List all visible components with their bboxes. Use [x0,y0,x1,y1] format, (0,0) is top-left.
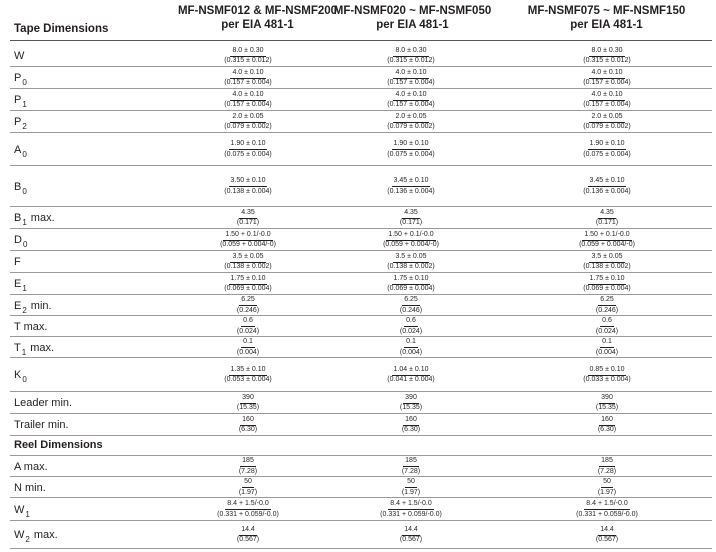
metric-value: 0.1 [600,338,614,348]
row-label-name: Trailer min. [14,419,69,431]
metric-value: 3.5 ± 0.05 [589,253,624,263]
value-cell [552,91,662,110]
row-label-name: E [14,299,22,312]
imperial-value: (0.331 + 0.059/-0.0) [380,510,442,518]
imperial-value: (0.138 ± 0.004) [224,187,272,195]
imperial-value: (0.315 ± 0.012) [583,57,631,64]
value-cell [193,140,303,159]
row-label-name: P [14,72,22,84]
metric-value: 160 [403,416,419,426]
imperial-value: (0.138 ± 0.002) [583,263,631,270]
value-cell [356,296,466,315]
row-divider [10,476,712,477]
column-header-2-line2: per EIA 481-1 [376,19,449,31]
imperial-value: (0.024) [236,327,260,335]
value-cell [552,526,662,545]
imperial-value: (0.157 ± 0.004) [224,79,272,86]
value-cell [552,338,662,357]
row-label [14,528,58,543]
value-cell [193,500,303,519]
metric-value: 4.0 ± 0.10 [393,69,428,79]
value-cell [193,69,303,88]
row-divider [10,228,712,229]
metric-value: 4.35 [598,209,616,219]
imperial-value: (0.004) [236,348,260,356]
row-label-name: E [14,278,22,290]
value-cell [193,253,303,272]
imperial-value: (0.069 ± 0.004) [583,285,631,292]
row-divider [10,272,712,273]
value-cell [193,177,303,196]
metric-value: 14.4 [598,526,616,536]
row-label [14,93,27,108]
value-cell [356,140,466,159]
row-label-name: T [14,341,21,354]
imperial-value: (0.136 ± 0.004) [583,187,631,195]
row-label [14,320,47,334]
value-cell [356,209,466,228]
row-label-name: P [14,116,22,128]
metric-value: 14.4 [239,526,257,536]
imperial-value: (0.059 + 0.004/-0) [579,241,635,248]
value-cell [193,338,303,357]
metric-value: 3.5 ± 0.05 [230,253,265,263]
column-header-1-line2: per EIA 481-1 [221,19,294,31]
imperial-value: (0.246) [399,306,423,314]
metric-value: 0.1 [241,338,255,348]
value-cell [193,209,303,228]
value-cell [356,478,466,497]
row-label [14,396,72,410]
metric-value: 1.50 + 0.1/-0.0 [223,231,272,241]
row-divider [10,132,712,133]
metric-value: 6.25 [402,296,420,306]
row-label-name: N min. [14,481,46,494]
metric-value: 6.25 [598,296,616,306]
value-cell [356,394,466,413]
row-label-subscript: 2 [25,535,30,544]
value-cell [356,47,466,66]
value-cell [356,500,466,519]
imperial-value: (0.157 ± 0.004) [224,101,272,108]
column-header-2 [325,4,500,44]
column-header-1 [170,4,345,44]
value-cell [356,275,466,294]
row-label-subscript: 2 [22,122,27,131]
imperial-value: (0.246) [595,306,619,314]
row-label-name: W [14,529,25,541]
metric-value: 8.4 + 1.5/-0.0 [584,500,629,510]
value-cell [356,457,466,476]
row-divider [10,110,712,111]
metric-value: 4.35 [239,209,257,219]
imperial-value: (0.138 ± 0.002) [387,263,435,270]
imperial-value: (0.171) [399,219,423,226]
row-label-name: W [14,50,25,62]
imperial-value: (0.075 ± 0.004) [583,150,631,158]
row-label-subscript: 1 [21,347,27,357]
value-cell [552,69,662,88]
value-cell [193,457,303,476]
value-cell [552,500,662,519]
row-label-name: P [14,94,22,106]
imperial-value: (0.024) [399,327,423,335]
imperial-value: (15.35) [595,404,619,411]
metric-value: 8.0 ± 0.30 [589,47,624,57]
row-label-name: B [14,212,22,224]
row-label-subscript: 1 [22,218,27,227]
metric-value: 6.25 [239,296,257,306]
metric-value: 185 [240,457,256,467]
value-cell [356,416,466,435]
imperial-value: (0.004) [595,348,619,356]
imperial-value: (0.069 ± 0.004) [387,285,435,292]
value-cell [193,275,303,294]
value-cell [552,416,662,435]
section-title-reel-dimensions: Reel Dimensions [14,439,103,451]
imperial-value: (0.157 ± 0.004) [583,101,631,108]
metric-value: 1.75 ± 0.10 [392,275,431,285]
metric-value: 390 [403,394,419,404]
metric-value: 390 [240,394,256,404]
imperial-value: (0.138 ± 0.002) [224,263,272,270]
row-label [14,71,27,86]
value-cell [356,91,466,110]
imperial-value: (6.30) [401,426,421,433]
imperial-value: (0.315 ± 0.012) [387,57,435,64]
row-divider [10,455,712,456]
row-label-subscript: 1 [22,284,27,293]
imperial-value: (0.331 + 0.059/-0.0) [217,510,279,518]
value-cell [193,91,303,110]
value-cell [356,177,466,196]
row-divider [10,294,712,295]
value-cell [356,113,466,132]
metric-value: 4.0 ± 0.10 [230,91,265,101]
metric-value: 1.35 ± 0.10 [229,366,268,376]
imperial-value: (0.079 ± 0.002) [583,123,631,130]
row-label [14,460,48,474]
imperial-value: (7.28) [597,467,617,475]
imperial-value: (0.157 ± 0.004) [387,101,435,108]
row-label [14,49,24,63]
row-label [14,368,27,383]
column-header-3 [519,4,694,44]
metric-value: 185 [599,457,615,467]
row-label-name: K [14,369,22,381]
row-label [14,341,54,356]
row-label-suffix: max. [33,529,58,541]
metric-value: 160 [599,416,615,426]
value-cell [552,231,662,250]
imperial-value: (0.171) [236,219,260,226]
row-label [14,418,69,432]
imperial-value: (0.004) [399,348,423,356]
metric-value: 1.50 + 0.1/-0.0 [386,231,435,241]
value-cell [193,113,303,132]
value-cell [193,231,303,250]
metric-value: 2.0 ± 0.05 [393,113,428,123]
metric-value: 8.0 ± 0.30 [393,47,428,57]
value-cell [356,317,466,336]
metric-value: 1.50 + 0.1/-0.0 [582,231,631,241]
row-label-name: D [14,234,22,246]
metric-value: 1.04 ± 0.10 [392,366,431,376]
value-cell [356,253,466,272]
column-header-3-line1: MF-NSMF075 ~ MF-NSMF150 [527,5,686,17]
value-cell [552,317,662,336]
row-divider [10,413,712,414]
header-divider [10,40,712,41]
metric-value: 0.6 [600,317,614,327]
row-label [14,233,27,248]
column-header-1-line1: MF-NSMF012 & MF-NSMF200 [177,5,338,17]
imperial-value: (0.079 ± 0.002) [387,123,435,130]
imperial-value: (0.136 ± 0.004) [387,187,435,195]
metric-value: 50 [405,478,417,488]
metric-value: 8.0 ± 0.30 [230,47,265,57]
row-label-name: A max. [14,460,48,473]
metric-value: 2.0 ± 0.05 [230,113,265,123]
column-header-3-line2: per EIA 481-1 [570,19,643,31]
row-label-suffix: min. [30,299,52,312]
row-label-name: W [14,503,25,516]
value-cell [193,394,303,413]
row-label [14,115,27,130]
table-title: Tape Dimensions [14,23,109,35]
imperial-value: (0.331 + 0.059/-0.0) [576,510,638,518]
value-cell [193,526,303,545]
imperial-value: (0.059 + 0.004/-0) [220,241,276,248]
metric-value: 8.4 + 1.5/-0.0 [225,500,270,510]
row-label-subscript: 1 [22,100,27,109]
row-label-name: A [14,143,22,156]
metric-value: 2.0 ± 0.05 [589,113,624,123]
row-divider [10,88,712,89]
row-label-name: B [14,180,22,193]
row-divider [10,315,712,316]
imperial-value: (1.97) [597,488,617,496]
metric-value: 50 [601,478,613,488]
metric-value: 4.35 [402,209,420,219]
value-cell [552,140,662,159]
row-label-subscript: 2 [22,305,27,315]
metric-value: 0.6 [404,317,418,327]
row-divider [10,357,712,358]
metric-value: 4.0 ± 0.10 [393,91,428,101]
row-label-subscript: 0 [22,149,27,159]
imperial-value: (0.315 ± 0.012) [224,57,272,64]
imperial-value: (0.079 ± 0.002) [224,123,272,130]
value-cell [552,47,662,66]
imperial-value: (15.35) [236,404,260,411]
imperial-value: (0.059 + 0.004/-0) [383,241,439,248]
metric-value: 4.0 ± 0.10 [589,91,624,101]
row-label-subscript: 1 [25,509,30,519]
metric-value: 1.90 ± 0.10 [392,140,431,150]
row-label-name: T max. [14,320,48,333]
imperial-value: (0.075 ± 0.004) [224,150,272,158]
value-cell [552,253,662,272]
row-divider [10,497,712,498]
imperial-value: (0.033 ± 0.004) [583,376,631,383]
imperial-value: (0.246) [236,306,260,314]
metric-value: 1.90 ± 0.10 [229,140,268,150]
metric-value: 50 [242,478,254,488]
value-cell [552,457,662,476]
value-cell [552,478,662,497]
imperial-value: (1.97) [238,488,258,496]
imperial-value: (15.35) [399,404,423,411]
value-cell [356,69,466,88]
row-divider [10,520,712,521]
table-bottom-rule [10,548,712,549]
row-label-subscript: 0 [22,186,27,196]
row-divider [10,165,712,166]
value-cell [193,317,303,336]
metric-value: 3.45 ± 0.10 [392,177,431,187]
metric-value: 0.85 ± 0.10 [588,366,627,376]
value-cell [356,366,466,385]
imperial-value: (6.30) [597,426,617,433]
row-label [14,277,27,292]
imperial-value: (1.97) [401,488,421,496]
value-cell [552,209,662,228]
metric-value: 160 [240,416,256,426]
row-label-subscript: 0 [22,240,28,249]
metric-value: 3.5 ± 0.05 [393,253,428,263]
metric-value: 4.0 ± 0.10 [230,69,265,79]
imperial-value: (0.024) [595,327,619,335]
metric-value: 1.75 ± 0.10 [588,275,627,285]
metric-value: 4.0 ± 0.10 [589,69,624,79]
value-cell [552,296,662,315]
imperial-value: (0.171) [595,219,619,226]
value-cell [193,416,303,435]
metric-value: 1.90 ± 0.10 [588,140,627,150]
row-label-suffix: max. [30,341,55,354]
row-label-subscript: 0 [22,78,27,87]
imperial-value: (6.30) [238,426,258,433]
row-label [14,211,55,226]
value-cell [356,231,466,250]
metric-value: 3.50 ± 0.10 [229,177,268,187]
metric-value: 0.1 [404,338,418,348]
metric-value: 0.6 [241,317,255,327]
value-cell [552,113,662,132]
row-label [14,299,52,314]
row-divider [10,435,712,436]
column-header-2-line1: MF-NSMF020 ~ MF-NSMF050 [333,5,492,17]
value-cell [193,478,303,497]
imperial-value: (0.567) [595,536,619,543]
metric-value: 390 [599,394,615,404]
row-label-name: F [14,256,21,268]
value-cell [552,394,662,413]
imperial-value: (0.041 ± 0.004) [387,376,435,383]
imperial-value: (0.053 ± 0.004) [224,376,272,383]
imperial-value: (7.28) [401,467,421,475]
value-cell [552,275,662,294]
row-divider [10,391,712,392]
value-cell [193,47,303,66]
imperial-value: (0.567) [399,536,423,543]
imperial-value: (0.567) [236,536,260,543]
row-divider [10,66,712,67]
row-divider [10,206,712,207]
row-divider [10,250,712,251]
metric-value: 185 [403,457,419,467]
row-label-subscript: 0 [22,375,27,384]
metric-value: 3.45 ± 0.10 [588,177,627,187]
row-label [14,180,27,195]
value-cell [552,177,662,196]
metric-value: 8.4 + 1.5/-0.0 [388,500,433,510]
row-label [14,481,46,495]
row-divider [10,336,712,337]
value-cell [193,296,303,315]
metric-value: 1.75 ± 0.10 [229,275,268,285]
value-cell [552,366,662,385]
value-cell [356,338,466,357]
row-label [14,255,21,269]
imperial-value: (0.069 ± 0.004) [224,285,272,292]
value-cell [356,526,466,545]
row-label-name: Leader min. [14,397,73,409]
row-label [14,503,30,518]
imperial-value: (0.075 ± 0.004) [387,150,435,158]
imperial-value: (0.157 ± 0.004) [387,79,435,86]
value-cell [193,366,303,385]
metric-value: 14.4 [402,526,420,536]
row-label-suffix: max. [30,212,55,224]
row-label [14,143,27,158]
imperial-value: (0.157 ± 0.004) [583,79,631,86]
imperial-value: (7.28) [238,467,258,475]
